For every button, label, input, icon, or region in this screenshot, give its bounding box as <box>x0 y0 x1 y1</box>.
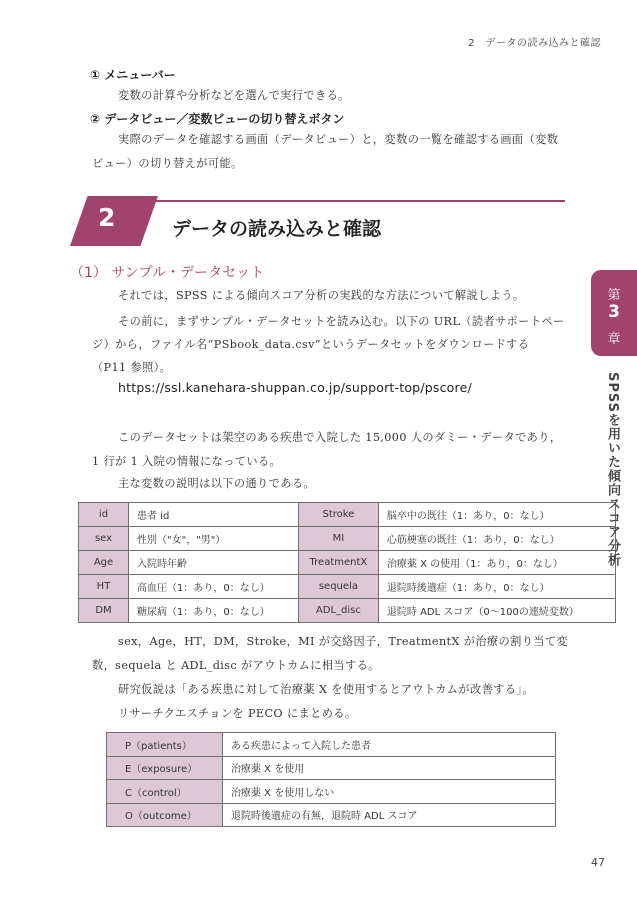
table-row <box>79 551 616 575</box>
page-number: 47 <box>591 856 605 869</box>
variable-name: sequela <box>298 575 378 599</box>
table-row <box>79 527 616 551</box>
variable-name: DM <box>79 599 129 623</box>
variable-description: 患者 id <box>129 503 299 527</box>
paragraph-dataset-2: 1 行が 1 入院の情報になっている。 <box>92 455 282 468</box>
paragraph-hypothesis: 研究仮説は「ある疾患に対して治療薬 X を使用するとアウトカムが改善する」。 <box>118 683 534 696</box>
paragraph-confounders-2: 数，sequela と ADL_disc がアウトカムに相当する。 <box>92 659 380 672</box>
variable-description: 治療薬 X の使用（1：あり，0：なし） <box>378 551 615 575</box>
support-url-link[interactable]: https://ssl.kanehara-shuppan.co.jp/support-top/pscore/ <box>118 380 472 395</box>
chapter-tab-number: 3 <box>608 302 620 322</box>
table-row <box>107 780 556 804</box>
variable-name: id <box>79 503 129 527</box>
variable-description: 性別（"女"，"男"） <box>129 527 299 551</box>
variable-name: sex <box>79 527 129 551</box>
peco-table <box>106 732 556 827</box>
variable-name: ADL_disc <box>298 599 378 623</box>
variable-name: Stroke <box>298 503 378 527</box>
section-number: 2 <box>98 203 116 232</box>
table-row <box>79 503 616 527</box>
variable-description: 糖尿病（1：あり，0：なし） <box>129 599 299 623</box>
paragraph-download-3: （P11 参照）。 <box>92 361 172 374</box>
table-row <box>107 756 556 780</box>
item-menubar-desc: 変数の計算や分析などを選んで実行できる。 <box>118 89 350 102</box>
paragraph-variables-intro: 主な変数の説明は以下の通りである。 <box>118 477 315 490</box>
peco-value: 治療薬 X を使用 <box>223 756 556 780</box>
peco-key: E（exposure） <box>107 756 223 780</box>
running-header: 2 データの読み込みと確認 <box>468 38 601 49</box>
item-view-toggle-title: ② データビュー／変数ビューの切り替えボタン <box>90 112 345 126</box>
variable-description: 入院時年齢 <box>129 551 299 575</box>
peco-value: 退院時後遺症の有無，退院時 ADL スコア <box>223 803 556 827</box>
variable-description: 退院時後遺症（1：あり，0：なし） <box>378 575 615 599</box>
peco-value: ある疾患によって入院した患者 <box>223 733 556 757</box>
paragraph-confounders-1: sex，Age，HT，DM，Stroke，MI が交絡因子，TreatmentX が治療の割り当て変 <box>118 635 569 648</box>
paragraph-download-1: その前に，まずサンプル・データセットを読み込む。以下の URL（読者サポートペー <box>118 315 565 328</box>
variable-name: TreatmentX <box>298 551 378 575</box>
peco-key: O（outcome） <box>107 803 223 827</box>
paragraph-intro: それでは，SPSS による傾向スコア分析の実践的な方法について解説しよう。 <box>118 289 525 302</box>
section-title: データの読み込みと確認 <box>172 218 382 240</box>
chapter-tab-suffix: 章 <box>607 332 621 347</box>
item-menubar-title: ① メニューバー <box>90 68 176 82</box>
variable-description: 退院時 ADL スコア（0～100の連続変数） <box>378 599 615 623</box>
paragraph-peco-intro: リサーチクエスチョンを PECO にまとめる。 <box>118 707 357 720</box>
variables-table <box>78 502 616 623</box>
chapter-tab-prefix: 第 <box>607 288 621 303</box>
variable-name: HT <box>79 575 129 599</box>
variable-description: 脳卒中の既往（1：あり，0：なし） <box>378 503 615 527</box>
table-row <box>79 599 616 623</box>
table-row <box>79 575 616 599</box>
chapter-vertical-title: SPSSを用いた傾向スコア分析 <box>605 372 620 568</box>
peco-value: 治療薬 X を使用しない <box>223 780 556 804</box>
variable-description: 心筋梗塞の既往（1：あり，0：なし） <box>378 527 615 551</box>
subsection-heading: （1） サンプル・データセット <box>70 265 265 281</box>
paragraph-dataset-1: このデータセットは架空のある疾患で入院した 15,000 人のダミー・データであり， <box>118 431 562 444</box>
paragraph-download-2: ジ）から，ファイル名“PSbook_data.csv”というデータセットをダウンロードする <box>92 338 530 351</box>
peco-key: P（patients） <box>107 733 223 757</box>
chapter-tab <box>591 270 637 356</box>
variable-name: MI <box>298 527 378 551</box>
table-row <box>107 803 556 827</box>
peco-key: C（control） <box>107 780 223 804</box>
section-rule <box>150 200 565 202</box>
item-view-toggle-desc-1: 実際のデータを確認する画面（データビュー）と，変数の一覧を確認する画面（変数 <box>118 133 559 146</box>
table-row <box>107 733 556 757</box>
variable-name: Age <box>79 551 129 575</box>
variable-description: 高血圧（1：あり，0：なし） <box>129 575 299 599</box>
item-view-toggle-desc-2: ビュー）の切り替えが可能。 <box>92 157 243 170</box>
